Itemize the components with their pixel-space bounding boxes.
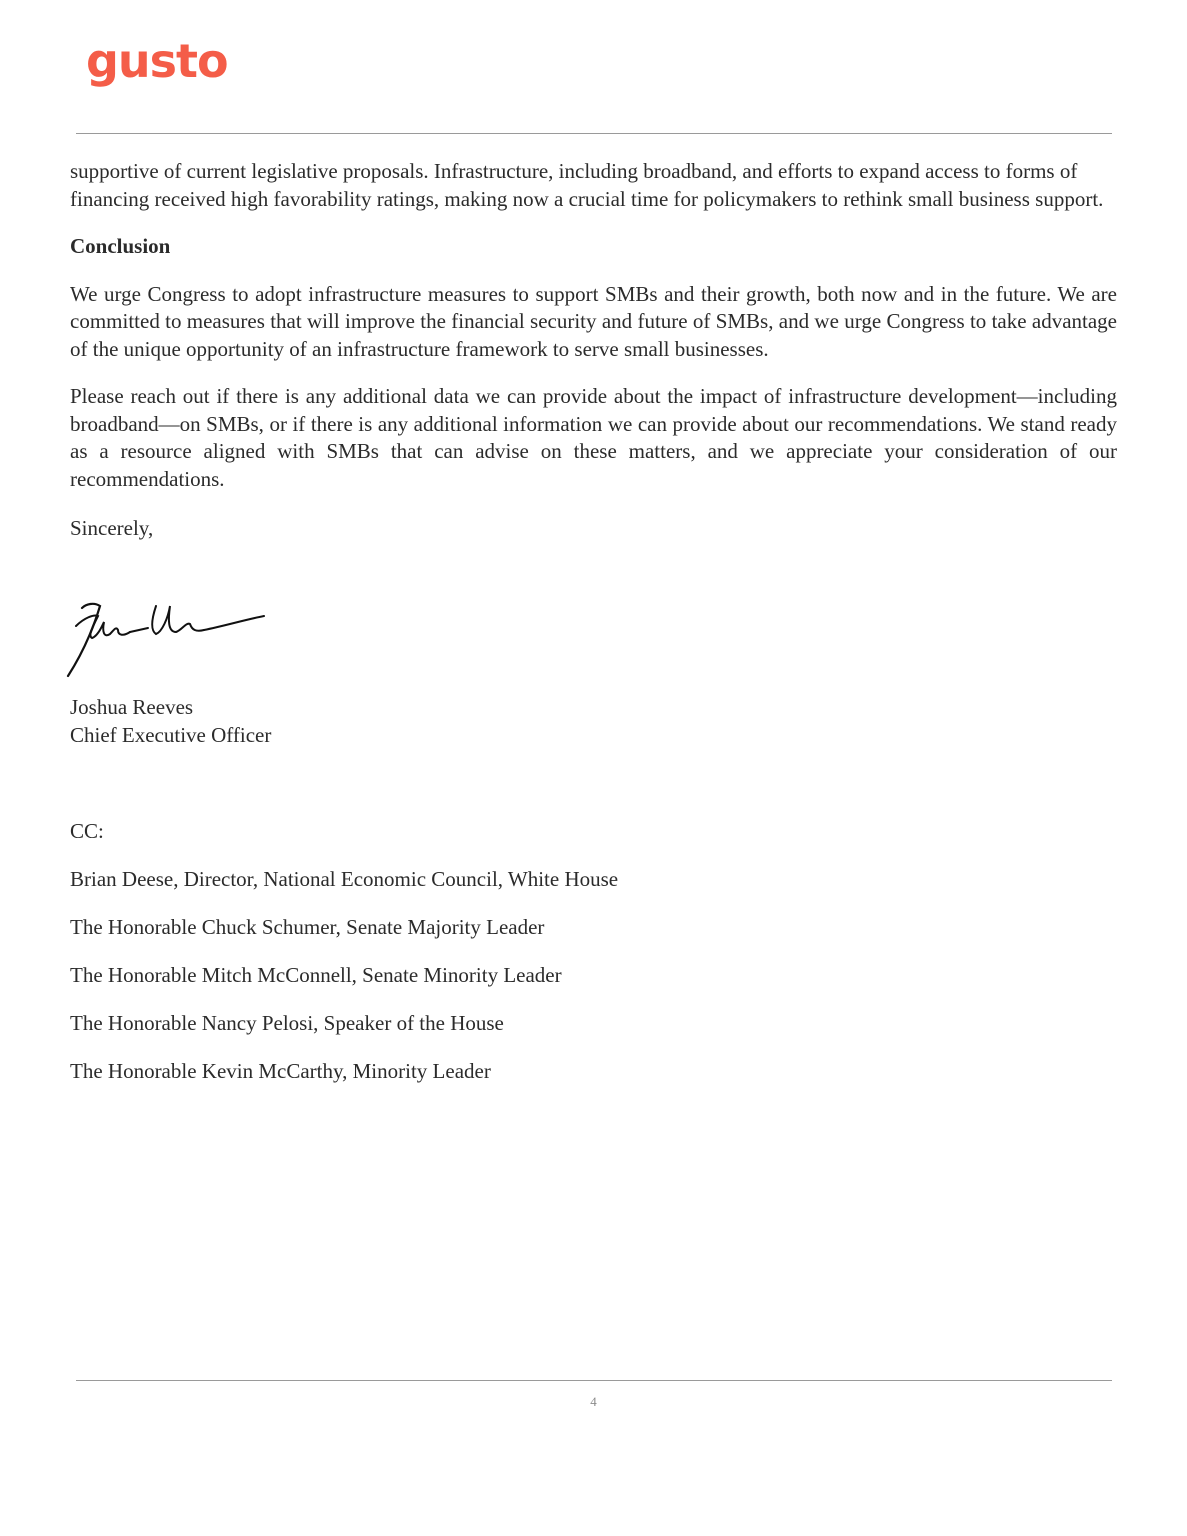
cc-recipient: The Honorable Mitch McConnell, Senate Minority Leader <box>70 963 562 987</box>
intro-paragraph: supportive of current legislative proposals. Infrastructure, including broadband, and efforts to expand access to forms of financing received high favorability ratings, making now a crucial time for policymakers to rethink small business support. <box>70 159 1104 211</box>
gusto-logo: gusto <box>86 34 228 88</box>
handwritten-signature <box>64 596 274 682</box>
footer-divider <box>76 1380 1112 1381</box>
cc-list <box>70 818 618 1106</box>
header-divider <box>76 133 1112 134</box>
conclusion-heading: Conclusion <box>70 234 171 258</box>
conclusion-paragraph-1: We urge Congress to adopt infrastructure measures to support SMBs and their growth, both now and in the future. We are committed to measures that will improve the financial security and future of SMBs, and we urge Congress to take advantage of the unique opportunity of an infrastructure framework to serve small businesses. <box>70 281 1117 361</box>
signature-block <box>70 694 271 749</box>
cc-recipient: The Honorable Nancy Pelosi, Speaker of the House <box>70 1011 504 1035</box>
closing-salutation: Sincerely, <box>70 516 154 540</box>
signer-title: Chief Executive Officer <box>70 722 272 747</box>
cc-recipient: Brian Deese, Director, National Economic Council, White House <box>70 867 619 891</box>
page-number: 4 <box>590 1394 597 1409</box>
conclusion-paragraph-2: Please reach out if there is any additional data we can provide about the impact of infrastructure development—including broadband—on SMBs, or if there is any additional information we can provide about our recommendations. We stand ready as a resource aligned with SMBs that can advise on these matters, and we appreciate your consideration of our recommendations. <box>70 384 1117 491</box>
cc-label: CC: <box>70 819 104 843</box>
cc-recipient: The Honorable Chuck Schumer, Senate Majority Leader <box>70 915 545 939</box>
cc-recipient: The Honorable Kevin McCarthy, Minority Leader <box>70 1059 491 1083</box>
signer-name: Joshua Reeves <box>70 695 194 719</box>
letter-body <box>70 158 1117 543</box>
